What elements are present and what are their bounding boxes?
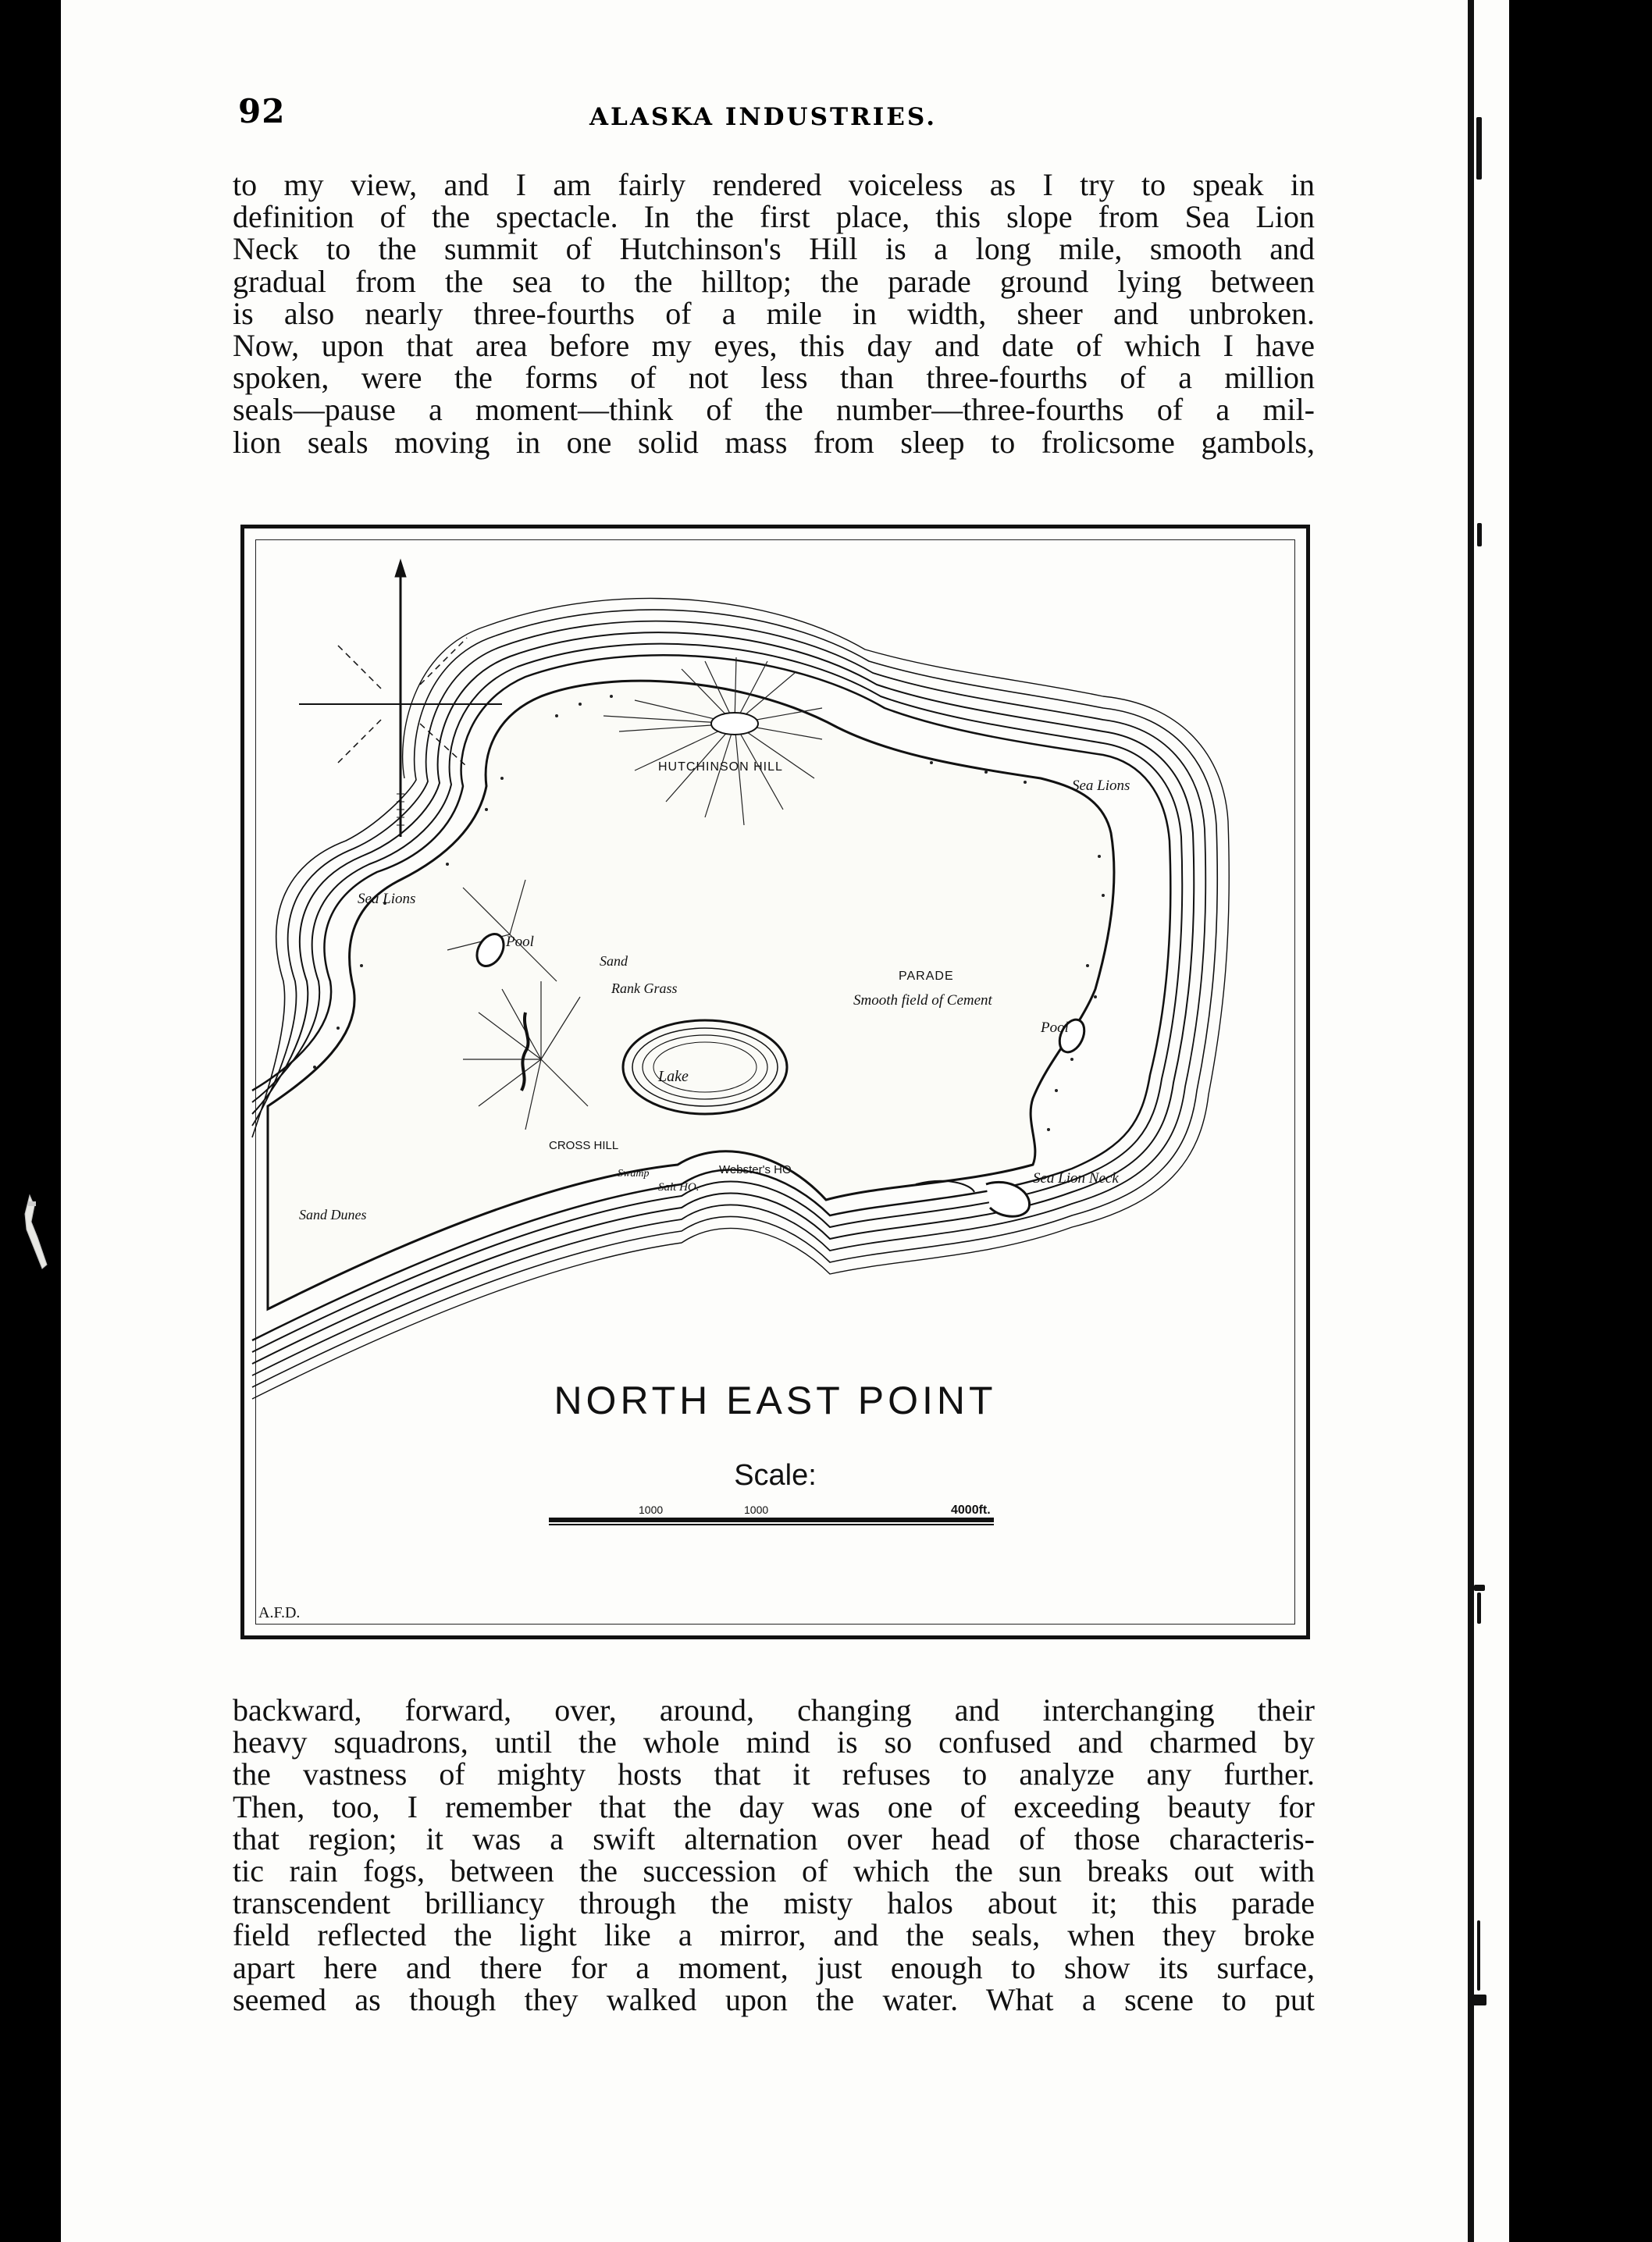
- text-line: seemed as though they walked upon the water. What a scene to put: [233, 1981, 1315, 2017]
- page-header: [238, 92, 1308, 139]
- label-rank-grass: Rank Grass: [611, 980, 678, 996]
- text-line: field reflected the light like a mirror, and the seals, when they broke: [233, 1917, 1315, 1953]
- compass-rose: [299, 560, 502, 837]
- label-lake: Lake: [658, 1068, 689, 1085]
- label-parade: PARADE: [899, 970, 954, 983]
- scale-label: Scale:: [734, 1459, 817, 1492]
- engraver-initials: A.F.D.: [258, 1604, 301, 1621]
- scale-tick-1: 1000: [639, 1504, 664, 1516]
- label-swamp: Swamp: [618, 1168, 650, 1180]
- text-line: backward, forward, over, around, changing and interchanging their: [233, 1692, 1315, 1728]
- text-line: transcendent brilliancy through the misty halos about it; this parade: [233, 1885, 1315, 1921]
- label-websters-ho: Webster's HO.: [719, 1163, 795, 1176]
- label-sea-lion-neck: Sea Lion Neck: [1033, 1170, 1119, 1187]
- binding-clip-mark: [23, 1190, 55, 1276]
- map-title: NORTH EAST POINT: [554, 1379, 997, 1422]
- facing-page-edge: [1474, 0, 1509, 2242]
- text-line: definition of the spectacle. In the first place, this slope from Sea Lion: [233, 199, 1315, 235]
- text-line: tic rain fogs, between the succession of which the sun breaks out with: [233, 1852, 1315, 1888]
- text-line: is also nearly three-fourths of a mile in width, sheer and unbroken.: [233, 295, 1315, 331]
- text-line: Neck to the summit of Hutchinson's Hill is a long mile, smooth and: [233, 231, 1315, 267]
- text-line: spoken, were the forms of not less than three-fourths of a million: [233, 360, 1315, 396]
- text-line: seals—pause a moment—think of the number—three-fourths of a mil-: [233, 392, 1315, 428]
- label-smooth-field: Smooth field of Cement: [853, 992, 992, 1009]
- text-line: to my view, and I am fairly rendered voiceless as I try to speak in: [233, 167, 1315, 202]
- label-pool-left: Pool: [506, 934, 534, 950]
- text-line: gradual from the sea to the hilltop; the parade ground lying between: [233, 263, 1315, 299]
- text-line: the vastness of mighty hosts that it refuses to analyze any further.: [233, 1756, 1315, 1792]
- body-text-top: [233, 169, 1315, 458]
- text-line: apart here and there for a moment, just enough to show its surface,: [233, 1949, 1315, 1985]
- label-cross-hill: CROSS HILL: [549, 1139, 619, 1152]
- scale-tick-2: 1000: [744, 1504, 769, 1516]
- body-text-bottom: [233, 1694, 1315, 2016]
- label-sand-dunes: Sand Dunes: [299, 1207, 367, 1222]
- text-line: lion seals moving in one solid mass from sleep to frolicsome gambols,: [233, 424, 1315, 460]
- label-salt-ho: Salt HO.: [658, 1181, 700, 1194]
- scale-tick-3: 4000ft.: [951, 1504, 991, 1517]
- label-pool-right: Pool: [1041, 1020, 1069, 1036]
- label-hutchinson-hill: HUTCHINSON HILL: [658, 760, 783, 774]
- label-sea-lions-left: Sea Lions: [358, 891, 416, 907]
- page-gutter: [1468, 0, 1474, 2242]
- map-figure: [240, 525, 1310, 1639]
- text-line: that region; it was a swift alternation over head of those characteris-: [233, 1820, 1315, 1856]
- text-line: Then, too, I remember that the day was one of exceeding beauty for: [233, 1788, 1315, 1824]
- text-line: Now, upon that area before my eyes, this day and date of which I have: [233, 327, 1315, 363]
- scale-bar: [549, 1520, 994, 1525]
- text-line: heavy squadrons, until the whole mind is so confused and charmed by: [233, 1724, 1315, 1760]
- label-sea-lions-right: Sea Lions: [1072, 778, 1130, 794]
- running-head: ALASKA INDUSTRIES.: [589, 103, 937, 131]
- page-number: 92: [238, 92, 286, 130]
- label-sand: Sand: [600, 953, 628, 969]
